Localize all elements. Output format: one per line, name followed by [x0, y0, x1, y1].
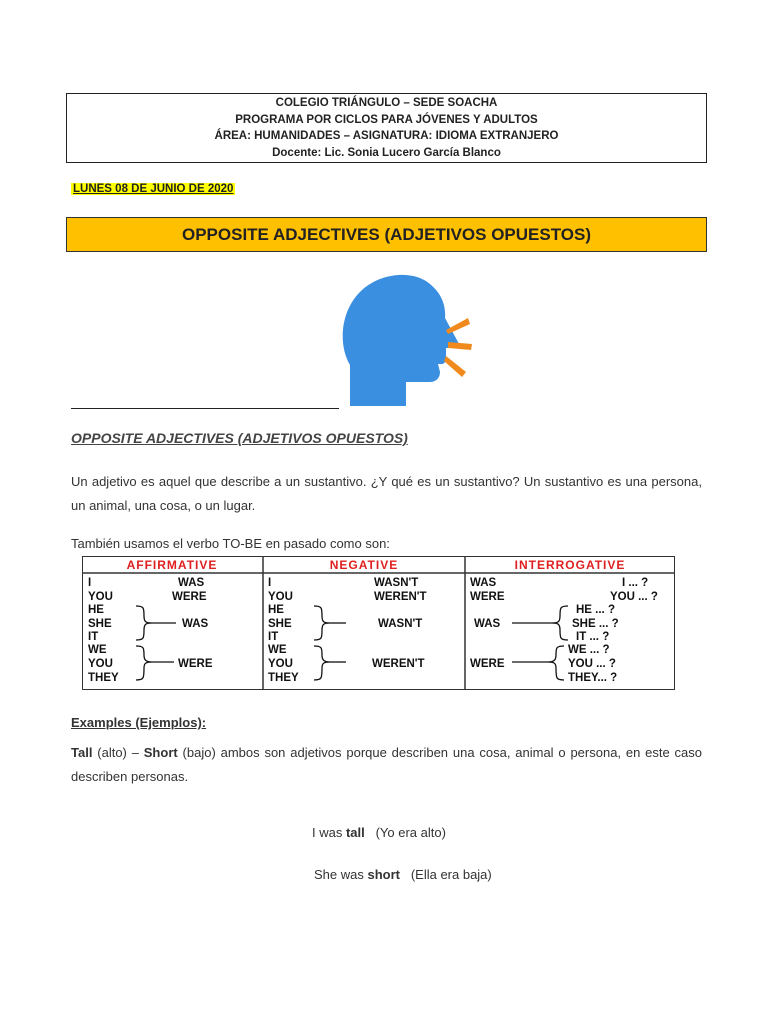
- school-name: COLEGIO TRIÁNGULO – SEDE SOACHA: [275, 97, 498, 109]
- tobe-intro: También usamos el verbo TO-BE en pasado como son:: [71, 536, 390, 551]
- neg-pronoun-we: WE: [268, 644, 287, 656]
- sentence-2-start: She was: [314, 867, 368, 882]
- neg-pronoun-you: YOU: [268, 591, 293, 603]
- sentence-1-translation: (Yo era alto): [364, 825, 446, 840]
- neg-pronoun-they: THEY: [268, 672, 299, 684]
- aff-verb-i: WAS: [178, 577, 205, 589]
- int-pronoun-they: THEY... ?: [568, 672, 618, 684]
- int-pronoun-you: YOU ... ?: [610, 591, 658, 603]
- header-interrogative: INTERROGATIVE: [514, 558, 626, 572]
- aff-pronoun-he: HE: [88, 604, 104, 616]
- header-affirmative: AFFIRMATIVE: [126, 558, 218, 572]
- section-divider: [71, 408, 339, 409]
- examples-explanation: (bajo) ambos son adjetivos porque describen una cosa, animal o persona, en este caso describen personas.: [71, 745, 702, 784]
- sentence-2-adjective: short: [367, 867, 400, 882]
- header-box: [66, 93, 707, 163]
- section-subtitle: OPPOSITE ADJECTIVES (ADJETIVOS OPUESTOS): [71, 430, 408, 446]
- example-sentence-2: [314, 867, 492, 882]
- int-pronoun-he: HE ... ?: [576, 604, 615, 616]
- area-subject: ÁREA: HUMANIDADES – ASIGNATURA: IDIOMA EXTRANJERO: [214, 130, 559, 142]
- neg-verb-he-she-it: WASN'T: [378, 618, 423, 630]
- int-pronoun-it: IT ... ?: [576, 631, 610, 643]
- int-pronoun-i: I ... ?: [622, 577, 649, 589]
- word-tall: Tall: [71, 745, 93, 760]
- neg-pronoun-i: I: [268, 577, 272, 589]
- page-title: OPPOSITE ADJECTIVES (ADJETIVOS OPUESTOS): [66, 217, 707, 252]
- example-sentence-1: [312, 825, 446, 840]
- sentence-1-start: I was: [312, 825, 346, 840]
- aff-verb-he-she-it: WAS: [182, 618, 209, 630]
- int-pronoun-we: WE ... ?: [568, 644, 610, 656]
- lesson-date: LUNES 08 DE JUNIO DE 2020: [73, 183, 234, 195]
- neg-verb-you: WEREN'T: [374, 591, 427, 603]
- aff-verb-you: WERE: [172, 591, 207, 603]
- neg-pronoun-he: HE: [268, 604, 284, 616]
- aff-pronoun-it: IT: [88, 631, 99, 643]
- aff-verb-we-you-they: WERE: [178, 658, 213, 670]
- neg-verb-we-you-they: WEREN'T: [372, 658, 425, 670]
- sentence-1-adjective: tall: [345, 825, 365, 840]
- aff-pronoun-they: THEY: [88, 672, 119, 684]
- speaking-head-icon: [342, 270, 472, 406]
- aff-pronoun-you-plural: YOU: [88, 658, 113, 670]
- program-name: PROGRAMA POR CICLOS PARA JÓVENES Y ADULTOS: [235, 113, 538, 126]
- aff-pronoun-we: WE: [88, 644, 107, 656]
- neg-pronoun-it: IT: [268, 631, 279, 643]
- int-verb-i: WAS: [470, 577, 497, 589]
- teacher-name: Docente: Lic. Sonia Lucero García Blanco: [272, 146, 501, 159]
- int-pronoun-she: SHE ... ?: [572, 618, 619, 630]
- aff-pronoun-i: I: [88, 577, 92, 589]
- int-verb-we-you-they: WERE: [470, 658, 505, 670]
- int-verb-he-she-it: WAS: [474, 618, 501, 630]
- adjective-definition: Un adjetivo es aquel que describe a un sustantivo. ¿Y qué es un sustantivo? Un sustantivo es una persona, un animal, una cosa, o un lugar.: [71, 474, 702, 513]
- header-negative: NEGATIVE: [329, 558, 399, 572]
- examples-paragraph: [71, 741, 702, 789]
- neg-pronoun-she: SHE: [268, 618, 292, 630]
- to-be-past-table: [82, 556, 675, 690]
- examples-heading: Examples (Ejemplos):: [71, 715, 207, 730]
- int-verb-you: WERE: [470, 591, 505, 603]
- sentence-2-translation: (Ella era baja): [399, 867, 492, 882]
- neg-pronoun-you-plural: YOU: [268, 658, 293, 670]
- word-tall-translation: (alto) –: [92, 745, 144, 760]
- int-pronoun-you-plural: YOU ... ?: [568, 658, 616, 670]
- word-short: Short: [143, 745, 178, 760]
- neg-verb-i: WASN'T: [374, 577, 419, 589]
- aff-pronoun-you: YOU: [88, 591, 113, 603]
- aff-pronoun-she: SHE: [88, 618, 112, 630]
